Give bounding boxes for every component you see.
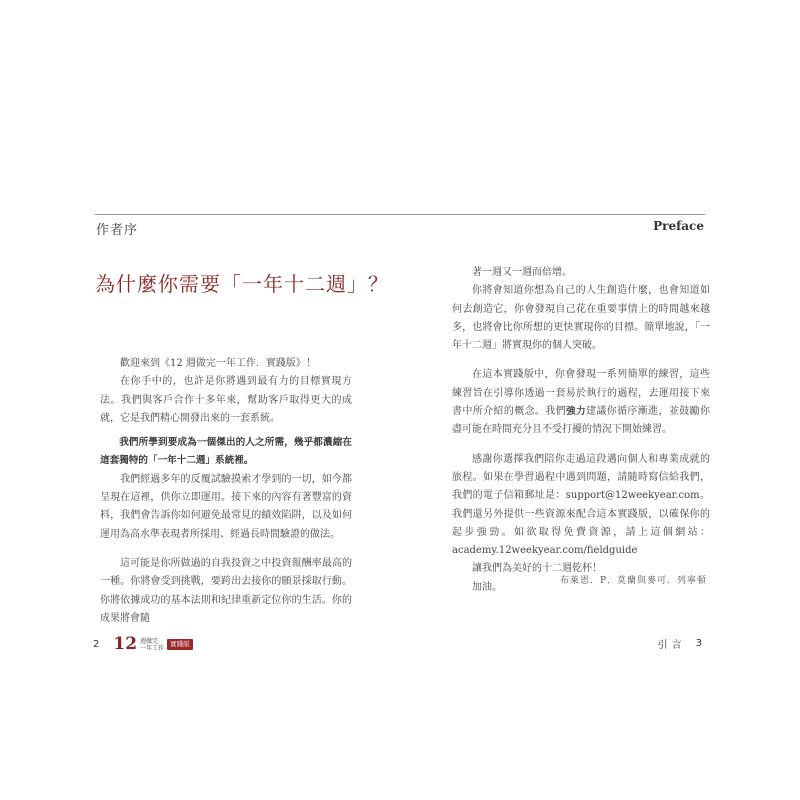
paragraph: 在你手中的，也許是你將遇到最有力的目標實現方法。我們與客戶合作十多年來，幫助客戶取得更大的成就，它是我們精心開發出來的一套系統。 bbox=[100, 376, 352, 424]
author-signature: 布萊恩．P．莫蘭與麥可．列寧頓 bbox=[559, 576, 707, 586]
logo-line: 週做完 bbox=[140, 637, 159, 645]
emphasis: 強力 bbox=[566, 406, 586, 418]
paragraph: 感謝你選擇我們陪你走過這段邁向個人和專業成就的旅程。如果在學習過程中遇到問題，請隨時寫信給我們，我們的電子信箱郵址是：support@12weekyear.com。我們還另外提供一些資源來配合這本實踐版，以確保你的起步強勁。如欲取得免費資源，請上這個網站：academy.12weekyear.com/fieldguide bbox=[452, 453, 710, 557]
page-number-left: 2 bbox=[93, 639, 100, 650]
chapter-title: 為什麼你需要「一年十二週」？ bbox=[95, 272, 389, 296]
text: 在這本實踐版中，你會發現一系列簡單的練習，這些練習旨在引導你透過一套易於執行的過程，去運用接下來書中所介紹的概念。我們 bbox=[452, 369, 710, 418]
logo-text bbox=[140, 638, 164, 652]
page-number-right: 3 bbox=[695, 638, 702, 649]
footer-right bbox=[658, 636, 702, 651]
section-name: 引言 bbox=[657, 640, 686, 651]
header-rule bbox=[95, 214, 705, 215]
paragraph: 我們經過多年的反覆試驗摸索才學到的一切，如今都呈現在這裡，供你立即運用。接下來的內容有著豐富的資料，我們會告訴你如何避免最常見的績效陷阱，以及如何運用為高水準表現者所採用、經過長時間驗證的做法。 bbox=[100, 473, 352, 540]
logo-line: 一年工作 bbox=[140, 644, 165, 652]
paragraph bbox=[452, 366, 710, 439]
paragraph: 著一週又一週而倍增。 bbox=[472, 267, 572, 278]
header-left-title: 作者序 bbox=[96, 223, 139, 238]
header-right-title: Preface bbox=[653, 219, 704, 233]
left-column bbox=[100, 355, 352, 628]
right-column bbox=[452, 264, 710, 597]
paragraph: 這可能是你所做過的自我投資之中投資報酬率最高的一種。你將會受到挑戰，要跨出去接你的願景採取行動。你將依據成功的基本法則和紀律重新定位你的生活。你的成果將會隨 bbox=[100, 557, 352, 624]
paragraph-bold: 我們所學到要成為一個傑出的人之所需，幾乎都濃縮在這套獨特的「一年十二週」系統裡。 bbox=[100, 437, 352, 467]
text: 建議你循序漸進，並鼓勵你盡可能在時間充分且不受打擾的情況下開始練習。 bbox=[452, 406, 711, 436]
logo-badge: 實踐版 bbox=[167, 639, 193, 650]
book-logo bbox=[113, 636, 192, 653]
logo-number: 12 bbox=[113, 634, 138, 654]
paragraph: 加油。 bbox=[472, 581, 502, 593]
paragraph: 讓我們為美好的十二週乾杯！ bbox=[472, 563, 602, 575]
paragraph: 你將會知道你想為自己的人生創造什麼，也會知道如何去創造它，你會發現自己花在重要事情上的時間越來越多，也將會比你所想的更快實現你的目標。簡單地說，「一年十二週」將實現你的個人突破。 bbox=[452, 285, 710, 352]
paragraph: 歡迎來到《12 週做完一年工作．實踐版》！ bbox=[120, 358, 316, 369]
footer-left bbox=[93, 636, 193, 653]
